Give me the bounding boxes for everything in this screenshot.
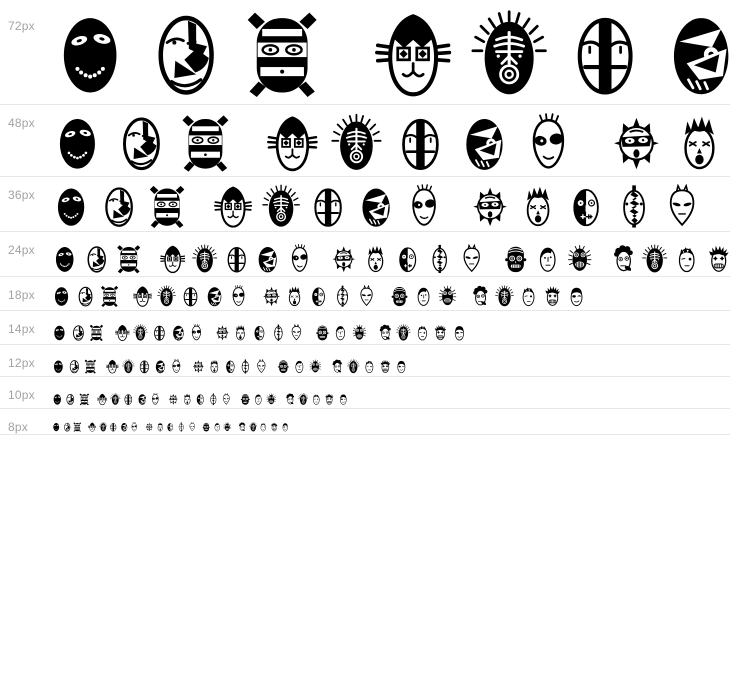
glyph-asymmetric-smirk bbox=[84, 244, 109, 274]
glyph-punk-x-eyes bbox=[233, 324, 248, 342]
glyph-ray-totem bbox=[249, 422, 257, 432]
glyph-pacman bbox=[154, 359, 167, 374]
glyph-dotted-smile bbox=[52, 113, 103, 173]
glyph-dot-split bbox=[535, 244, 560, 274]
glyph-punk-x-eyes bbox=[182, 393, 193, 406]
glyph-split-pillar bbox=[395, 113, 446, 173]
glyph-winged-cat bbox=[106, 359, 119, 374]
glyph-kiss-grin bbox=[706, 244, 730, 274]
glyph-alien-smile bbox=[170, 359, 183, 374]
waterfall-row-72px bbox=[0, 8, 730, 105]
glyph-winged-cat bbox=[88, 422, 96, 432]
glyph-zigzag-totem bbox=[615, 184, 653, 229]
glyph-ray-totem bbox=[157, 285, 176, 308]
glyph-asymmetric-smirk bbox=[68, 359, 81, 374]
glyph-goggle-beanie bbox=[240, 393, 251, 406]
glyph-half-split bbox=[224, 359, 237, 374]
glyph-dotted-smile bbox=[52, 184, 90, 229]
glyph-split-pillar bbox=[152, 324, 167, 342]
row-size-label: 72px bbox=[8, 19, 35, 33]
glyph-winged-cat bbox=[160, 244, 185, 274]
glyph-dot-split bbox=[253, 393, 264, 406]
glyph-pacman bbox=[120, 422, 128, 432]
glyph-pacman bbox=[357, 184, 395, 229]
glyph-curly-tongue bbox=[285, 393, 296, 406]
glyph-bandit-stripes bbox=[148, 184, 186, 229]
glyph-asymmetric-smirk bbox=[116, 113, 167, 173]
glyph-half-split bbox=[252, 324, 267, 342]
glyph-winged-cat bbox=[214, 184, 252, 229]
glyph-asymmetric-smirk bbox=[71, 324, 86, 342]
glyph-horned-alien bbox=[255, 359, 268, 374]
glyph-pacman bbox=[255, 244, 280, 274]
glyph-punk-x-eyes bbox=[363, 244, 388, 274]
glyph-dotted-smile bbox=[52, 244, 77, 274]
glyph-spiky-grin bbox=[266, 393, 277, 406]
glyph-ray-totem bbox=[99, 422, 107, 432]
row-size-label: 12px bbox=[8, 356, 35, 370]
glyph-spiky-grin bbox=[309, 359, 322, 374]
glyph-pacman bbox=[205, 285, 224, 308]
waterfall-row-14px bbox=[0, 311, 730, 345]
glyph-horned-alien bbox=[663, 184, 701, 229]
glyph-winged-cat bbox=[133, 285, 152, 308]
glyph-half-split bbox=[309, 285, 328, 308]
glyph-ray-totem bbox=[347, 359, 360, 374]
glyph-strip bbox=[52, 285, 591, 308]
glyph-bandit-stripes bbox=[84, 359, 97, 374]
glyph-zigzag-totem bbox=[427, 244, 452, 274]
glyph-sun-bandit bbox=[331, 244, 356, 274]
glyph-sun-bandit bbox=[192, 359, 205, 374]
row-size-label: 14px bbox=[8, 322, 35, 336]
row-size-label: 48px bbox=[8, 116, 35, 130]
glyph-split-pillar bbox=[138, 359, 151, 374]
glyph-dotted-smile bbox=[52, 422, 60, 432]
glyph-alien-smile bbox=[150, 393, 161, 406]
glyph-pacman bbox=[459, 113, 510, 173]
glyph-ray-totem bbox=[110, 393, 121, 406]
glyph-curly-tongue bbox=[611, 244, 636, 274]
glyph-ray-totem bbox=[122, 359, 135, 374]
glyph-sun-bandit bbox=[145, 422, 153, 432]
row-size-label: 10px bbox=[8, 388, 35, 402]
glyph-cap-wink bbox=[567, 285, 586, 308]
glyph-half-split bbox=[567, 184, 605, 229]
waterfall-row-24px bbox=[0, 232, 730, 277]
glyph-spiky-grin bbox=[352, 324, 367, 342]
glyph-asymmetric-smirk bbox=[100, 184, 138, 229]
glyph-bandit-stripes bbox=[244, 9, 320, 100]
glyph-horned-alien bbox=[357, 285, 376, 308]
glyph-bandit-stripes bbox=[79, 393, 90, 406]
glyph-strip bbox=[52, 113, 730, 173]
waterfall-row-36px bbox=[0, 177, 730, 232]
glyph-punk-x-eyes bbox=[519, 184, 557, 229]
glyph-curly-tongue bbox=[471, 285, 490, 308]
glyph-ray-totem bbox=[133, 324, 148, 342]
glyph-ray-totem bbox=[331, 113, 382, 173]
glyph-alien-smile bbox=[130, 422, 138, 432]
waterfall-row-18px bbox=[0, 277, 730, 311]
glyph-ray-totem bbox=[192, 244, 217, 274]
glyph-strip bbox=[52, 9, 730, 100]
glyph-punk-x-eyes bbox=[674, 113, 725, 173]
glyph-alien-smile bbox=[523, 113, 574, 173]
glyph-strip bbox=[52, 422, 291, 432]
glyph-sun-bandit bbox=[471, 184, 509, 229]
waterfall-row-12px bbox=[0, 345, 730, 377]
glyph-cap-wink bbox=[395, 359, 408, 374]
glyph-horned-alien bbox=[289, 324, 304, 342]
glyph-pacman bbox=[171, 324, 186, 342]
glyph-bandit-stripes bbox=[73, 422, 81, 432]
glyph-ray-totem bbox=[396, 324, 411, 342]
glyph-alien-smile bbox=[189, 324, 204, 342]
glyph-zigzag-totem bbox=[271, 324, 286, 342]
glyph-ray-totem bbox=[298, 393, 309, 406]
glyph-crown-wink bbox=[674, 244, 699, 274]
glyph-bandit-stripes bbox=[89, 324, 104, 342]
glyph-half-split bbox=[195, 393, 206, 406]
glyph-kiss-grin bbox=[324, 393, 335, 406]
glyph-spiky-grin bbox=[567, 244, 592, 274]
glyph-asymmetric-smirk bbox=[148, 9, 224, 100]
glyph-kiss-grin bbox=[379, 359, 392, 374]
glyph-split-pillar bbox=[181, 285, 200, 308]
row-size-label: 36px bbox=[8, 188, 35, 202]
glyph-zigzag-totem bbox=[239, 359, 252, 374]
glyph-zigzag-totem bbox=[208, 393, 219, 406]
glyph-bandit-stripes bbox=[180, 113, 231, 173]
glyph-ray-totem bbox=[642, 244, 667, 274]
glyph-alien-smile bbox=[405, 184, 443, 229]
glyph-sun-bandit bbox=[168, 393, 179, 406]
glyph-dot-split bbox=[293, 359, 306, 374]
glyph-sun-bandit bbox=[262, 285, 281, 308]
glyph-crown-wink bbox=[519, 285, 538, 308]
glyph-dotted-smile bbox=[52, 393, 63, 406]
glyph-ray-totem bbox=[471, 9, 547, 100]
glyph-punk-x-eyes bbox=[156, 422, 164, 432]
glyph-goggle-beanie bbox=[390, 285, 409, 308]
glyph-strip bbox=[52, 324, 470, 342]
glyph-strip bbox=[52, 359, 411, 374]
glyph-curly-tongue bbox=[378, 324, 393, 342]
glyph-alien-smile bbox=[287, 244, 312, 274]
glyph-curly-tongue bbox=[331, 359, 344, 374]
glyph-dotted-smile bbox=[52, 9, 128, 100]
glyph-kiss-grin bbox=[270, 422, 278, 432]
glyph-winged-cat bbox=[267, 113, 318, 173]
glyph-crown-wink bbox=[415, 324, 430, 342]
glyph-crown-wink bbox=[363, 359, 376, 374]
glyph-dotted-smile bbox=[52, 285, 71, 308]
glyph-sun-bandit bbox=[215, 324, 230, 342]
glyph-sun-bandit bbox=[611, 113, 662, 173]
row-size-label: 8px bbox=[8, 420, 28, 434]
glyph-split-pillar bbox=[109, 422, 117, 432]
glyph-pacman bbox=[663, 9, 730, 100]
glyph-strip bbox=[52, 393, 351, 406]
glyph-split-pillar bbox=[567, 9, 643, 100]
waterfall-row-10px bbox=[0, 377, 730, 409]
glyph-goggle-beanie bbox=[277, 359, 290, 374]
glyph-winged-cat bbox=[97, 393, 108, 406]
glyph-dot-split bbox=[333, 324, 348, 342]
glyph-half-split bbox=[395, 244, 420, 274]
glyph-horned-alien bbox=[221, 393, 232, 406]
glyph-ray-totem bbox=[495, 285, 514, 308]
glyph-goggle-beanie bbox=[503, 244, 528, 274]
glyph-goggle-beanie bbox=[202, 422, 210, 432]
glyph-asymmetric-smirk bbox=[76, 285, 95, 308]
glyph-goggle-beanie bbox=[315, 324, 330, 342]
glyph-kiss-grin bbox=[543, 285, 562, 308]
glyph-crown-wink bbox=[259, 422, 267, 432]
waterfall-row-8px bbox=[0, 409, 730, 435]
glyph-bandit-stripes bbox=[116, 244, 141, 274]
glyph-split-pillar bbox=[224, 244, 249, 274]
glyph-curly-tongue bbox=[238, 422, 246, 432]
glyph-winged-cat bbox=[375, 9, 451, 100]
glyph-cap-wink bbox=[281, 422, 289, 432]
glyph-cap-wink bbox=[338, 393, 349, 406]
glyph-winged-cat bbox=[115, 324, 130, 342]
glyph-strip bbox=[52, 244, 730, 274]
row-size-label: 18px bbox=[8, 288, 35, 302]
glyph-asymmetric-smirk bbox=[65, 393, 76, 406]
glyph-ray-totem bbox=[262, 184, 300, 229]
glyph-horned-alien bbox=[188, 422, 196, 432]
glyph-crown-wink bbox=[311, 393, 322, 406]
glyph-spiky-grin bbox=[438, 285, 457, 308]
glyph-dot-split bbox=[213, 422, 221, 432]
glyph-punk-x-eyes bbox=[285, 285, 304, 308]
row-size-label: 24px bbox=[8, 243, 35, 257]
glyph-split-pillar bbox=[309, 184, 347, 229]
glyph-horned-alien bbox=[459, 244, 484, 274]
glyph-spiky-grin bbox=[223, 422, 231, 432]
glyph-strip bbox=[52, 184, 730, 229]
glyph-dotted-smile bbox=[52, 324, 67, 342]
glyph-pacman bbox=[137, 393, 148, 406]
glyph-dotted-smile bbox=[52, 359, 65, 374]
glyph-alien-smile bbox=[229, 285, 248, 308]
glyph-zigzag-totem bbox=[177, 422, 185, 432]
glyph-punk-x-eyes bbox=[208, 359, 221, 374]
glyph-bandit-stripes bbox=[100, 285, 119, 308]
glyph-zigzag-totem bbox=[333, 285, 352, 308]
glyph-cap-wink bbox=[452, 324, 467, 342]
glyph-asymmetric-smirk bbox=[63, 422, 71, 432]
waterfall-row-48px bbox=[0, 105, 730, 177]
glyph-dot-split bbox=[414, 285, 433, 308]
glyph-kiss-grin bbox=[433, 324, 448, 342]
glyph-split-pillar bbox=[123, 393, 134, 406]
glyph-half-split bbox=[166, 422, 174, 432]
